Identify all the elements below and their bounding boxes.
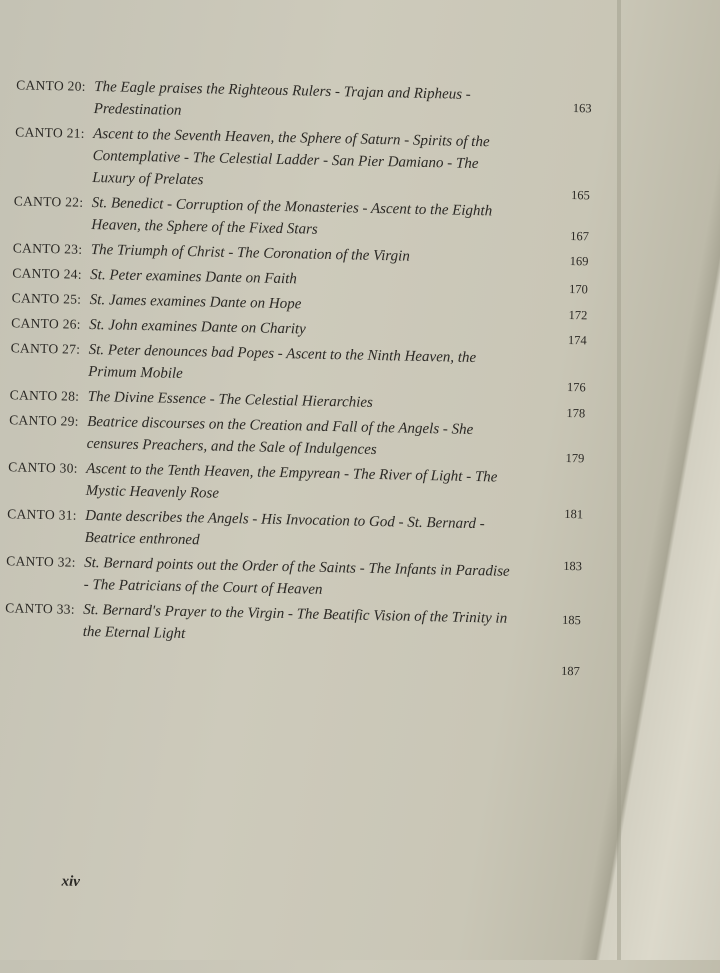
- page-number: 174: [567, 332, 587, 348]
- canto-label: CANTO 29:: [9, 412, 79, 429]
- canto-label: CANTO 23:: [12, 240, 83, 257]
- toc-entry: [10, 337, 591, 393]
- canto-title: The Triumph of Christ - The Coronation of the Virgin: [90, 241, 410, 265]
- canto-title: The Divine Essence - The Celestial Hierarchies: [87, 388, 374, 411]
- canto-label: CANTO 20:: [16, 77, 86, 94]
- canto-title: Beatrice discourses on the Creation and Fall of the Angels - She censures Preachers, and the Sale of Indulgences: [86, 413, 474, 458]
- toc-entry: [14, 121, 595, 199]
- canto-label: CANTO 33:: [5, 600, 76, 617]
- canto-title: St. Bernard's Prayer to the Virgin - The Beatific Vision of the Trinity in the Eternal Light: [82, 601, 508, 643]
- canto-label: CANTO 27:: [10, 340, 81, 357]
- page-number: 181: [564, 506, 584, 522]
- canto-title: Ascent to the Tenth Heaven, the Empyrean - The River of Light - The Mystic Heavenly Rose: [85, 460, 498, 502]
- page-number: 163: [572, 101, 592, 116]
- canto-title: Ascent to the Seventh Heaven, the Sphere of Saturn - Spirits of the Contemplative - The Celestial Ladder - San Pier Damiano - The Luxury of Prelates: [92, 125, 490, 189]
- toc-entry: [5, 597, 586, 653]
- canto-title: Dante describes the Angels - His Invocation to God - St. Bernard - Beatrice enthroned: [84, 507, 485, 549]
- canto-label: CANTO 31:: [7, 506, 77, 523]
- canto-label: CANTO 21:: [15, 124, 85, 141]
- page-number: 179: [565, 450, 585, 466]
- canto-label: CANTO 22:: [13, 193, 84, 210]
- canto-label: CANTO 25:: [11, 290, 82, 307]
- canto-title: St. Benedict - Corruption of the Monasteries - Ascent to the Eighth Heaven, the Sphere of the Fixed Stars: [91, 194, 493, 238]
- toc-entry: [6, 550, 587, 606]
- canto-label: CANTO 24:: [12, 265, 83, 282]
- page-numeral: xiv: [61, 873, 81, 890]
- toc-entry: [13, 190, 594, 246]
- page-edge: [617, 0, 621, 960]
- page-number: 165: [570, 188, 590, 203]
- toc-entry: [16, 74, 597, 130]
- page-number: 187: [560, 663, 580, 679]
- page-number: 178: [566, 405, 586, 421]
- page-number: 167: [570, 228, 590, 244]
- page-number: 183: [563, 558, 583, 574]
- page-number: 172: [568, 307, 588, 323]
- toc-entry: [9, 409, 590, 465]
- toc-entry: [7, 503, 588, 559]
- canto-label: CANTO 32:: [6, 553, 76, 570]
- canto-title: St. John examines Dante on Charity: [89, 316, 306, 338]
- canto-label: CANTO 26:: [11, 315, 81, 332]
- canto-title: St. Peter denounces bad Popes - Ascent to the Ninth Heaven, the Primum Mobile: [88, 341, 477, 382]
- canto-label: CANTO 30:: [8, 459, 78, 476]
- canto-title: St. Peter examines Dante on Faith: [90, 266, 298, 288]
- canto-title: The Eagle praises the Righteous Rulers - Trajan and Ripheus - Predestination: [93, 78, 471, 119]
- page-number: 169: [569, 253, 589, 269]
- page-number: 170: [568, 281, 588, 297]
- page-number: 176: [566, 379, 586, 395]
- toc-entry: [8, 456, 589, 512]
- canto-title: St. James examines Dante on Hope: [89, 291, 302, 313]
- canto-label: CANTO 28:: [9, 387, 80, 404]
- canto-title: St. Bernard points out the Order of the Saints - The Infants in Paradise - The Patricians of the Court of Heaven: [83, 554, 510, 598]
- page-number: 185: [561, 612, 582, 628]
